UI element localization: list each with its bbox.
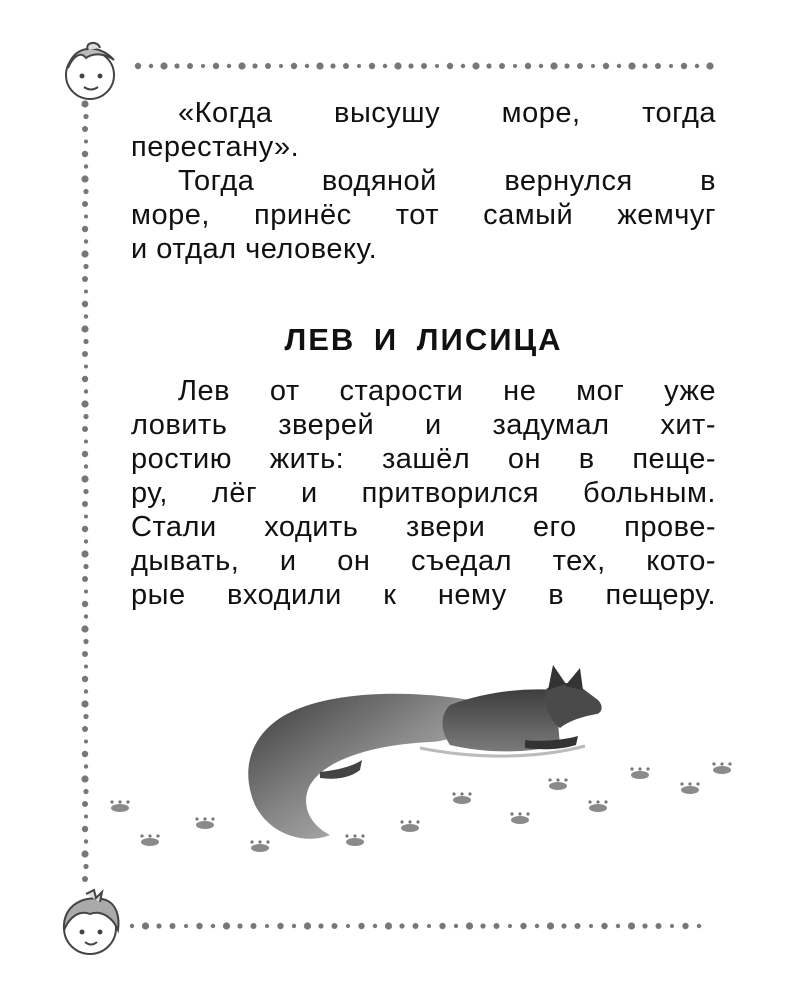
text-line: ловить зверей и задумал хит- (131, 409, 716, 441)
paw-toe (518, 812, 521, 815)
story-title: ЛЕВ И ЛИСИЦА (284, 322, 563, 357)
paw-toe (526, 812, 529, 815)
paw-toe (548, 778, 551, 781)
text-line: Стали ходить звери его прове- (131, 511, 716, 543)
paw-toe (728, 762, 731, 765)
paw-toe (353, 834, 356, 837)
paw-toe (203, 817, 206, 820)
paw-toe (588, 800, 591, 803)
paw-toe (195, 817, 198, 820)
paw-toe (345, 834, 348, 837)
paw-print (251, 844, 269, 852)
paw-print (111, 804, 129, 812)
paw-toe (452, 792, 455, 795)
paw-print (401, 824, 419, 832)
paw-toe (110, 800, 113, 803)
paw-toe (361, 834, 364, 837)
paw-toe (556, 778, 559, 781)
fox-head (545, 683, 602, 728)
text-line: «Когда высушу море, тогда (178, 97, 716, 129)
text-line: ростию жить: зашёл он в пеще- (131, 443, 716, 475)
paw-toe (630, 767, 633, 770)
paw-print (631, 771, 649, 779)
paw-toe (510, 812, 513, 815)
paw-toe (604, 800, 607, 803)
paw-print (453, 796, 471, 804)
paw-print (511, 816, 529, 824)
text-line: перестану». (131, 131, 300, 163)
paw-print (549, 782, 567, 790)
paw-print (141, 838, 159, 846)
text-line: и отдал человеку. (131, 233, 378, 265)
paw-toe (638, 767, 641, 770)
paw-toe (156, 834, 159, 837)
paw-toe (148, 834, 151, 837)
paw-toe (416, 820, 419, 823)
paw-toe (126, 800, 129, 803)
paw-toe (250, 840, 253, 843)
paw-toe (468, 792, 471, 795)
paw-toe (720, 762, 723, 765)
paw-toe (712, 762, 715, 765)
paw-toe (140, 834, 143, 837)
text-line: Лев от старости не мог уже (178, 375, 716, 407)
text-line: Тогда водяной вернулся в (178, 165, 716, 197)
paw-toe (258, 840, 261, 843)
paw-toe (688, 782, 691, 785)
paw-prints (110, 762, 731, 852)
paw-toe (460, 792, 463, 795)
paw-toe (680, 782, 683, 785)
text-line: море, принёс тот самый жемчуг (131, 199, 716, 231)
paw-toe (118, 800, 121, 803)
paw-print (196, 821, 214, 829)
text-line: рые входили к нему в пещеру. (131, 579, 716, 611)
paw-toe (696, 782, 699, 785)
paw-print (589, 804, 607, 812)
paw-print (346, 838, 364, 846)
text-line: дывать, и он съедал тех, кото- (131, 545, 716, 577)
paw-print (713, 766, 731, 774)
text-line: ру, лёг и притворился больным. (131, 477, 716, 509)
paw-toe (596, 800, 599, 803)
paw-toe (211, 817, 214, 820)
paw-print (681, 786, 699, 794)
paw-toe (266, 840, 269, 843)
paw-toe (408, 820, 411, 823)
paw-toe (400, 820, 403, 823)
paw-toe (564, 778, 567, 781)
paw-toe (646, 767, 649, 770)
